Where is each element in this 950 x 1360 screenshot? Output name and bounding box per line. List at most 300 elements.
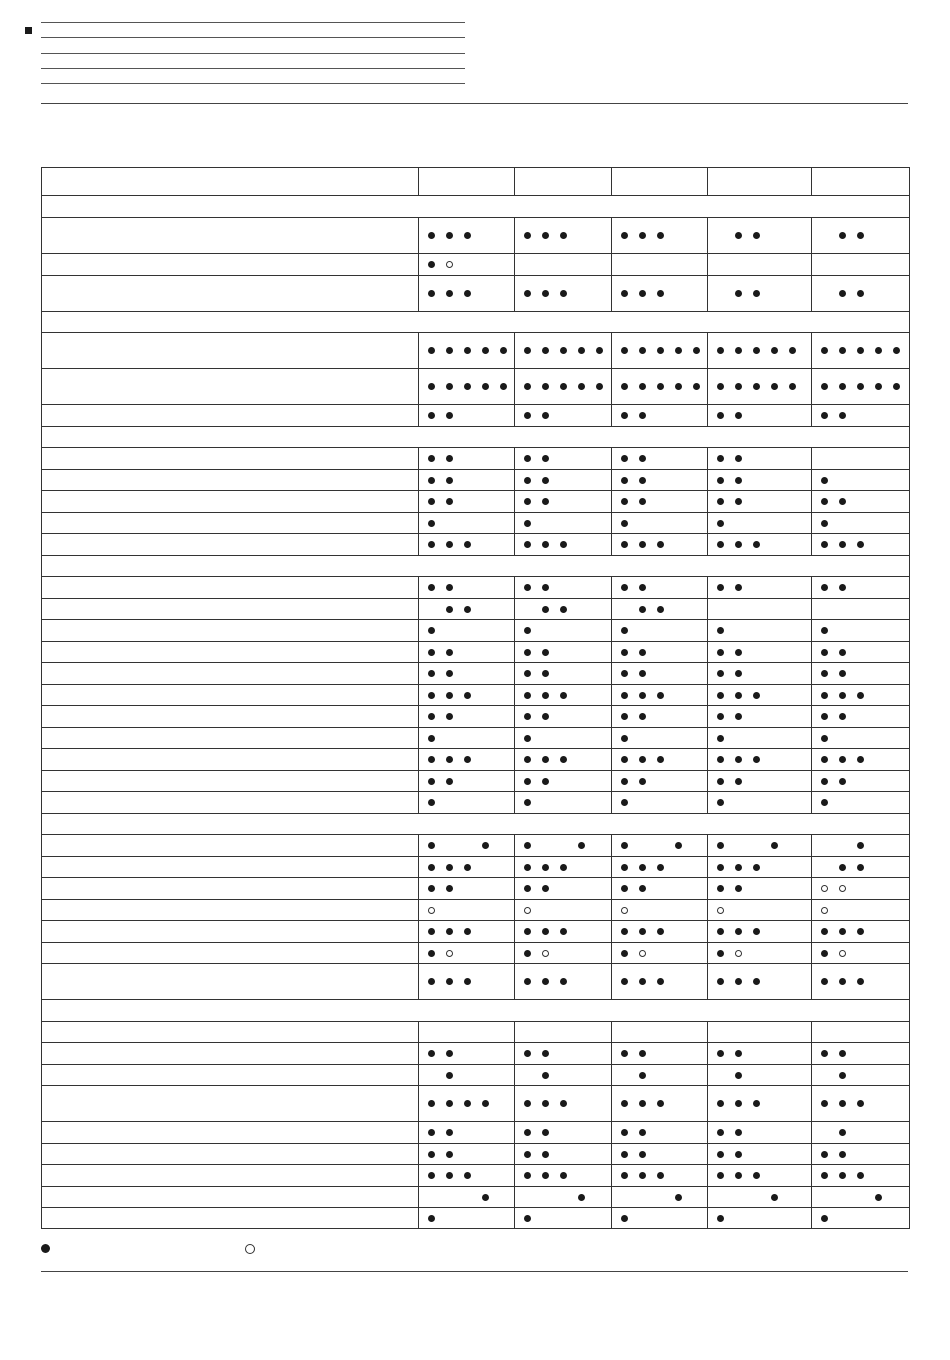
model-cell bbox=[515, 1065, 612, 1086]
filled-circle-icon bbox=[657, 232, 664, 239]
model-cell bbox=[419, 218, 515, 254]
model-cell bbox=[612, 620, 708, 642]
model-cell bbox=[515, 706, 612, 728]
filled-circle-icon bbox=[524, 584, 531, 591]
open-circle-icon bbox=[821, 885, 828, 892]
open-circle-icon bbox=[839, 950, 846, 957]
model-cell bbox=[515, 835, 612, 857]
filled-circle-icon bbox=[464, 347, 471, 354]
filled-circle-icon bbox=[839, 498, 846, 505]
model-cell bbox=[515, 771, 612, 792]
model-cell bbox=[612, 333, 708, 369]
model-cell bbox=[708, 685, 812, 706]
legend-open-icon bbox=[245, 1244, 255, 1254]
model-cell bbox=[515, 685, 612, 706]
filled-circle-icon bbox=[428, 842, 435, 849]
filled-circle-icon bbox=[621, 670, 628, 677]
model-cell bbox=[812, 1122, 910, 1144]
filled-circle-icon bbox=[857, 842, 864, 849]
filled-circle-icon bbox=[428, 477, 435, 484]
table-row bbox=[42, 1043, 910, 1065]
filled-circle-icon bbox=[464, 541, 471, 548]
table-row bbox=[42, 620, 910, 642]
filled-circle-icon bbox=[560, 383, 567, 390]
filled-circle-icon bbox=[428, 735, 435, 742]
filled-circle-icon bbox=[482, 1194, 489, 1201]
model-cell bbox=[419, 1208, 515, 1229]
row-label-cell bbox=[42, 333, 419, 369]
row-label-cell bbox=[42, 792, 419, 814]
filled-circle-icon bbox=[639, 1072, 646, 1079]
filled-circle-icon bbox=[428, 713, 435, 720]
filled-circle-icon bbox=[821, 347, 828, 354]
filled-circle-icon bbox=[857, 692, 864, 699]
row-label-cell bbox=[42, 728, 419, 749]
filled-circle-icon bbox=[735, 864, 742, 871]
row-label-cell bbox=[42, 218, 419, 254]
filled-circle-icon bbox=[428, 1172, 435, 1179]
row-label-cell bbox=[42, 276, 419, 312]
row-label-cell bbox=[42, 254, 419, 276]
filled-circle-icon bbox=[753, 383, 760, 390]
row-label-cell bbox=[42, 835, 419, 857]
filled-circle-icon bbox=[771, 842, 778, 849]
table-row bbox=[42, 254, 910, 276]
filled-circle-icon bbox=[639, 1050, 646, 1057]
filled-circle-icon bbox=[464, 864, 471, 871]
model-cell bbox=[515, 405, 612, 427]
filled-circle-icon bbox=[428, 649, 435, 656]
model-cell bbox=[708, 448, 812, 470]
row-label-cell bbox=[42, 470, 419, 491]
model-cell bbox=[612, 577, 708, 599]
filled-circle-icon bbox=[446, 290, 453, 297]
model-cell bbox=[515, 728, 612, 749]
filled-circle-icon bbox=[428, 383, 435, 390]
filled-circle-icon bbox=[639, 778, 646, 785]
filled-circle-icon bbox=[857, 383, 864, 390]
filled-circle-icon bbox=[621, 1100, 628, 1107]
model-cell bbox=[612, 921, 708, 943]
filled-circle-icon bbox=[428, 290, 435, 297]
model-cell bbox=[708, 333, 812, 369]
open-circle-icon bbox=[717, 907, 724, 914]
filled-circle-icon bbox=[560, 290, 567, 297]
filled-circle-icon bbox=[621, 950, 628, 957]
model-cell bbox=[515, 749, 612, 771]
filled-circle-icon bbox=[717, 1050, 724, 1057]
model-cell bbox=[419, 792, 515, 814]
model-cell bbox=[515, 663, 612, 685]
model-cell bbox=[515, 900, 612, 921]
filled-circle-icon bbox=[821, 978, 828, 985]
section-cell bbox=[42, 1000, 910, 1022]
filled-circle-icon bbox=[693, 383, 700, 390]
filled-circle-icon bbox=[464, 1172, 471, 1179]
filled-circle-icon bbox=[524, 799, 531, 806]
model-cell bbox=[708, 857, 812, 878]
filled-circle-icon bbox=[735, 692, 742, 699]
model-cell bbox=[708, 943, 812, 964]
model-cell bbox=[515, 1022, 612, 1043]
filled-circle-icon bbox=[621, 232, 628, 239]
filled-circle-icon bbox=[524, 864, 531, 871]
filled-circle-icon bbox=[428, 756, 435, 763]
filled-circle-icon bbox=[482, 383, 489, 390]
open-circle-icon bbox=[446, 261, 453, 268]
model-cell bbox=[612, 534, 708, 556]
filled-circle-icon bbox=[428, 885, 435, 892]
filled-circle-icon bbox=[446, 649, 453, 656]
model-cell bbox=[419, 534, 515, 556]
model-cell bbox=[612, 1208, 708, 1229]
model-cell bbox=[612, 835, 708, 857]
filled-circle-icon bbox=[639, 290, 646, 297]
table-row bbox=[42, 599, 910, 620]
model-cell bbox=[515, 943, 612, 964]
filled-circle-icon bbox=[639, 670, 646, 677]
model-cell bbox=[612, 405, 708, 427]
filled-circle-icon bbox=[542, 1072, 549, 1079]
row-label-cell bbox=[42, 921, 419, 943]
filled-circle-icon bbox=[621, 842, 628, 849]
filled-circle-icon bbox=[735, 1151, 742, 1158]
model-cell bbox=[812, 1165, 910, 1187]
model-cell bbox=[419, 642, 515, 663]
model-cell bbox=[612, 369, 708, 405]
model-cell bbox=[812, 642, 910, 663]
filled-circle-icon bbox=[428, 950, 435, 957]
filled-circle-icon bbox=[875, 383, 882, 390]
filled-circle-icon bbox=[560, 692, 567, 699]
model-cell bbox=[812, 448, 910, 470]
model-cell bbox=[515, 470, 612, 491]
filled-circle-icon bbox=[857, 290, 864, 297]
model-cell bbox=[812, 663, 910, 685]
filled-circle-icon bbox=[875, 347, 882, 354]
model-cell bbox=[708, 254, 812, 276]
model-cell bbox=[515, 599, 612, 620]
filled-circle-icon bbox=[717, 778, 724, 785]
header-row bbox=[42, 168, 910, 196]
filled-circle-icon bbox=[524, 412, 531, 419]
open-circle-icon bbox=[639, 950, 646, 957]
filled-circle-icon bbox=[735, 756, 742, 763]
filled-circle-icon bbox=[717, 455, 724, 462]
filled-circle-icon bbox=[675, 842, 682, 849]
model-cell bbox=[708, 491, 812, 513]
model-cell bbox=[812, 749, 910, 771]
model-cell bbox=[419, 943, 515, 964]
model-cell bbox=[419, 333, 515, 369]
row-label-cell bbox=[42, 599, 419, 620]
filled-circle-icon bbox=[857, 1100, 864, 1107]
filled-circle-icon bbox=[621, 1172, 628, 1179]
filled-circle-icon bbox=[621, 541, 628, 548]
row-label-cell bbox=[42, 513, 419, 534]
filled-circle-icon bbox=[839, 864, 846, 871]
model-cell bbox=[612, 663, 708, 685]
model-cell bbox=[812, 771, 910, 792]
section-cell bbox=[42, 427, 910, 448]
filled-circle-icon bbox=[839, 1129, 846, 1136]
filled-circle-icon bbox=[639, 1100, 646, 1107]
filled-circle-icon bbox=[821, 383, 828, 390]
filled-circle-icon bbox=[428, 347, 435, 354]
model-cell bbox=[708, 405, 812, 427]
model-cell bbox=[419, 857, 515, 878]
row-label-cell bbox=[42, 534, 419, 556]
filled-circle-icon bbox=[771, 383, 778, 390]
table-row bbox=[42, 857, 910, 878]
filled-circle-icon bbox=[542, 692, 549, 699]
row-label-cell bbox=[42, 620, 419, 642]
filled-circle-icon bbox=[753, 541, 760, 548]
model-cell bbox=[612, 749, 708, 771]
row-label-cell bbox=[42, 771, 419, 792]
filled-circle-icon bbox=[839, 1072, 846, 1079]
section-bullet bbox=[25, 27, 32, 34]
filled-circle-icon bbox=[717, 842, 724, 849]
filled-circle-icon bbox=[524, 692, 531, 699]
model-cell bbox=[812, 168, 910, 196]
model-cell bbox=[812, 921, 910, 943]
row-label-cell bbox=[42, 900, 419, 921]
filled-circle-icon bbox=[524, 885, 531, 892]
filled-circle-icon bbox=[717, 670, 724, 677]
table-row bbox=[42, 900, 910, 921]
filled-circle-icon bbox=[446, 1151, 453, 1158]
model-cell bbox=[612, 491, 708, 513]
filled-circle-icon bbox=[857, 1172, 864, 1179]
model-cell bbox=[612, 1022, 708, 1043]
table-row bbox=[42, 749, 910, 771]
filled-circle-icon bbox=[446, 347, 453, 354]
model-cell bbox=[708, 168, 812, 196]
filled-circle-icon bbox=[821, 541, 828, 548]
table-row bbox=[42, 405, 910, 427]
filled-circle-icon bbox=[446, 692, 453, 699]
bottom-divider bbox=[41, 1271, 908, 1272]
model-cell bbox=[419, 369, 515, 405]
filled-circle-icon bbox=[542, 1151, 549, 1158]
model-cell bbox=[515, 218, 612, 254]
table-row bbox=[42, 1208, 910, 1229]
filled-circle-icon bbox=[717, 1215, 724, 1222]
filled-circle-icon bbox=[621, 799, 628, 806]
filled-circle-icon bbox=[446, 1050, 453, 1057]
filled-circle-icon bbox=[446, 885, 453, 892]
filled-circle-icon bbox=[675, 347, 682, 354]
filled-circle-icon bbox=[735, 713, 742, 720]
model-cell bbox=[612, 792, 708, 814]
model-cell bbox=[812, 1065, 910, 1086]
filled-circle-icon bbox=[524, 756, 531, 763]
filled-circle-icon bbox=[428, 670, 435, 677]
filled-circle-icon bbox=[621, 713, 628, 720]
filled-circle-icon bbox=[839, 978, 846, 985]
filled-circle-icon bbox=[753, 1100, 760, 1107]
filled-circle-icon bbox=[428, 692, 435, 699]
model-cell bbox=[708, 620, 812, 642]
filled-circle-icon bbox=[524, 347, 531, 354]
model-cell bbox=[515, 1165, 612, 1187]
filled-circle-icon bbox=[542, 1050, 549, 1057]
filled-circle-icon bbox=[839, 692, 846, 699]
filled-circle-icon bbox=[717, 383, 724, 390]
section-cell bbox=[42, 196, 910, 218]
filled-circle-icon bbox=[524, 455, 531, 462]
filled-circle-icon bbox=[446, 606, 453, 613]
model-cell bbox=[612, 1165, 708, 1187]
filled-circle-icon bbox=[717, 498, 724, 505]
open-circle-icon bbox=[524, 907, 531, 914]
filled-circle-icon bbox=[821, 1050, 828, 1057]
filled-circle-icon bbox=[542, 649, 549, 656]
filled-circle-icon bbox=[821, 713, 828, 720]
row-label-cell bbox=[42, 1208, 419, 1229]
model-cell bbox=[515, 534, 612, 556]
filled-circle-icon bbox=[675, 383, 682, 390]
header-line bbox=[41, 37, 465, 38]
filled-circle-icon bbox=[639, 347, 646, 354]
filled-circle-icon bbox=[735, 649, 742, 656]
model-cell bbox=[812, 835, 910, 857]
table-row bbox=[42, 642, 910, 663]
top-divider bbox=[41, 103, 908, 104]
open-circle-icon bbox=[821, 907, 828, 914]
filled-circle-icon bbox=[657, 606, 664, 613]
filled-circle-icon bbox=[735, 1172, 742, 1179]
filled-circle-icon bbox=[735, 232, 742, 239]
filled-circle-icon bbox=[821, 1100, 828, 1107]
filled-circle-icon bbox=[875, 1194, 882, 1201]
model-cell bbox=[419, 685, 515, 706]
filled-circle-icon bbox=[524, 627, 531, 634]
filled-circle-icon bbox=[542, 455, 549, 462]
model-cell bbox=[812, 964, 910, 1000]
filled-circle-icon bbox=[542, 778, 549, 785]
model-cell bbox=[708, 513, 812, 534]
model-cell bbox=[419, 1165, 515, 1187]
model-cell bbox=[419, 168, 515, 196]
table-row bbox=[42, 1187, 910, 1208]
filled-circle-icon bbox=[621, 692, 628, 699]
row-label-cell bbox=[42, 369, 419, 405]
model-cell bbox=[708, 706, 812, 728]
filled-circle-icon bbox=[675, 1194, 682, 1201]
model-cell bbox=[708, 663, 812, 685]
filled-circle-icon bbox=[578, 1194, 585, 1201]
filled-circle-icon bbox=[717, 627, 724, 634]
model-cell bbox=[419, 513, 515, 534]
filled-circle-icon bbox=[693, 347, 700, 354]
model-cell bbox=[419, 1187, 515, 1208]
filled-circle-icon bbox=[621, 1151, 628, 1158]
filled-circle-icon bbox=[821, 735, 828, 742]
filled-circle-icon bbox=[639, 232, 646, 239]
model-cell bbox=[812, 943, 910, 964]
open-circle-icon bbox=[542, 950, 549, 957]
model-cell bbox=[612, 900, 708, 921]
filled-circle-icon bbox=[428, 498, 435, 505]
filled-circle-icon bbox=[464, 978, 471, 985]
filled-circle-icon bbox=[857, 978, 864, 985]
model-cell bbox=[612, 168, 708, 196]
filled-circle-icon bbox=[821, 756, 828, 763]
model-cell bbox=[812, 900, 910, 921]
filled-circle-icon bbox=[560, 541, 567, 548]
model-cell bbox=[708, 470, 812, 491]
filled-circle-icon bbox=[464, 232, 471, 239]
filled-circle-icon bbox=[524, 1151, 531, 1158]
filled-circle-icon bbox=[639, 477, 646, 484]
filled-circle-icon bbox=[839, 232, 846, 239]
model-cell bbox=[612, 878, 708, 900]
model-cell bbox=[612, 685, 708, 706]
filled-circle-icon bbox=[621, 477, 628, 484]
model-cell bbox=[419, 1065, 515, 1086]
row-label-cell bbox=[42, 577, 419, 599]
row-label-cell bbox=[42, 168, 419, 196]
model-cell bbox=[419, 964, 515, 1000]
filled-circle-icon bbox=[753, 232, 760, 239]
model-cell bbox=[708, 964, 812, 1000]
filled-circle-icon bbox=[596, 347, 603, 354]
header-line bbox=[41, 53, 465, 54]
filled-circle-icon bbox=[857, 756, 864, 763]
model-cell bbox=[515, 491, 612, 513]
filled-circle-icon bbox=[578, 347, 585, 354]
filled-circle-icon bbox=[446, 756, 453, 763]
filled-circle-icon bbox=[821, 627, 828, 634]
model-cell bbox=[612, 706, 708, 728]
row-label-cell bbox=[42, 663, 419, 685]
model-cell bbox=[812, 1043, 910, 1065]
filled-circle-icon bbox=[735, 928, 742, 935]
filled-circle-icon bbox=[789, 383, 796, 390]
filled-circle-icon bbox=[639, 885, 646, 892]
model-cell bbox=[708, 642, 812, 663]
open-circle-icon bbox=[446, 950, 453, 957]
model-cell bbox=[708, 577, 812, 599]
header-line bbox=[41, 68, 465, 69]
filled-circle-icon bbox=[735, 670, 742, 677]
table-row bbox=[42, 964, 910, 1000]
filled-circle-icon bbox=[596, 383, 603, 390]
filled-circle-icon bbox=[893, 347, 900, 354]
filled-circle-icon bbox=[753, 978, 760, 985]
filled-circle-icon bbox=[657, 290, 664, 297]
filled-circle-icon bbox=[524, 232, 531, 239]
filled-circle-icon bbox=[621, 649, 628, 656]
filled-circle-icon bbox=[621, 347, 628, 354]
filled-circle-icon bbox=[560, 232, 567, 239]
filled-circle-icon bbox=[639, 455, 646, 462]
filled-circle-icon bbox=[753, 864, 760, 871]
model-cell bbox=[612, 1187, 708, 1208]
filled-circle-icon bbox=[542, 670, 549, 677]
table-row bbox=[42, 1144, 910, 1165]
model-cell bbox=[708, 900, 812, 921]
model-cell bbox=[612, 964, 708, 1000]
filled-circle-icon bbox=[524, 978, 531, 985]
model-cell bbox=[812, 599, 910, 620]
model-cell bbox=[708, 878, 812, 900]
filled-circle-icon bbox=[464, 290, 471, 297]
filled-circle-icon bbox=[839, 412, 846, 419]
row-label-cell bbox=[42, 749, 419, 771]
